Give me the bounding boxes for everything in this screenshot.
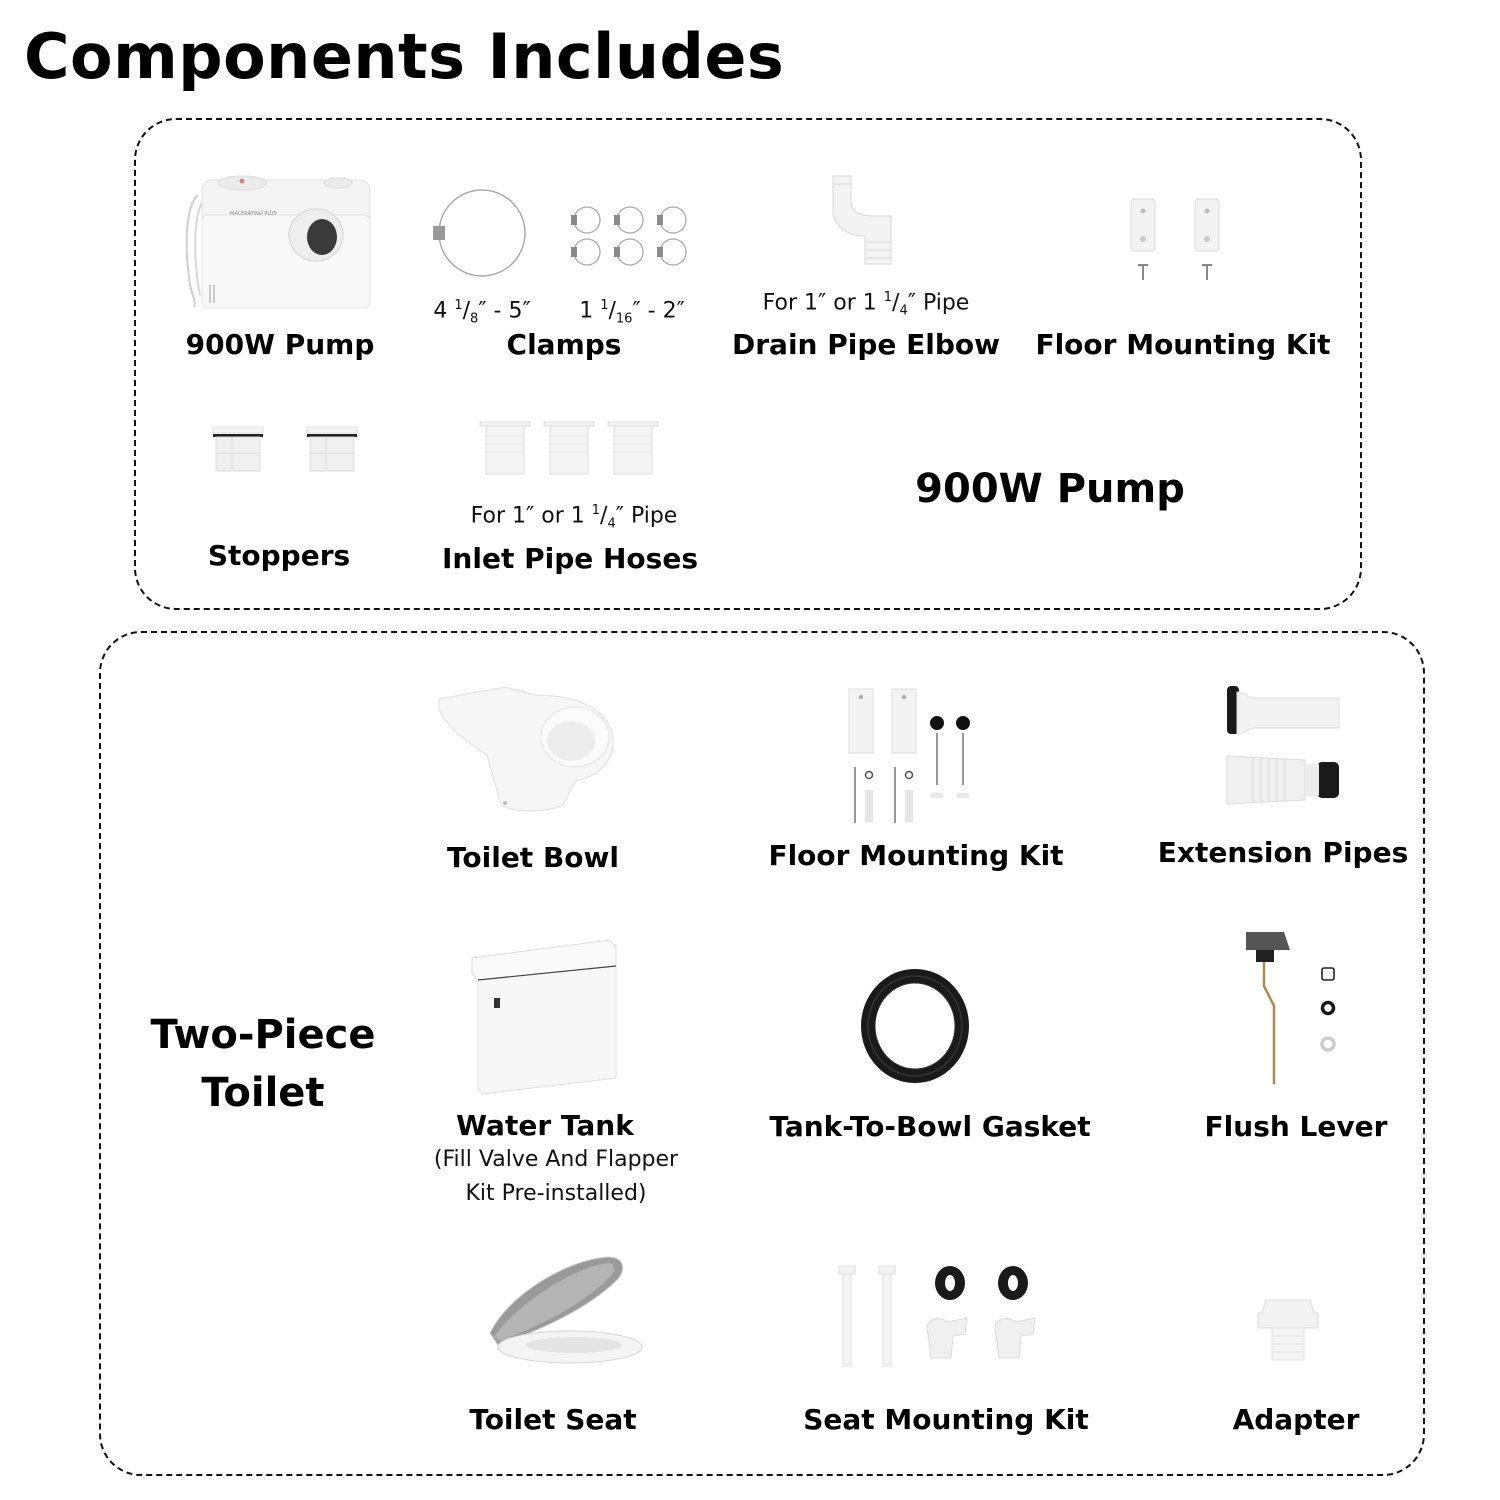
water-tank-icon [470,938,620,1098]
page-title: Components Includes [24,20,785,93]
adapter-icon [1254,1298,1322,1363]
extension-pipe-icon [1225,684,1345,809]
item-label-toilet-seat: Toilet Seat [469,1403,637,1436]
item-label-inlet-hoses: Inlet Pipe Hoses [442,542,698,575]
pump-unit-icon [180,175,375,315]
gasket-ring-icon [863,972,969,1082]
item-label-floor-mounting-kit-toilet: Floor Mounting Kit [768,839,1064,872]
item-label-toilet-bowl: Toilet Bowl [447,841,619,874]
water-tank-note-line1: (Fill Valve And Flapper [433,1147,679,1172]
item-label-gasket: Tank-To-Bowl Gasket [769,1110,1091,1143]
clamp-large-size: 4 $^1/_8'' - 5''$ [433,298,531,327]
hose-clamps-icon [425,188,700,283]
svg-text:MACERATING PLUS: MACERATING PLUS [230,211,277,217]
item-label-seat-mounting-kit: Seat Mounting Kit [803,1403,1089,1436]
item-label-pump: 900W Pump [185,328,375,361]
flush-lever-icon [1240,928,1345,1088]
inlet-hose-icon [478,420,663,476]
water-tank-note-line2: Kit Pre-installed) [465,1181,647,1206]
floor-mounting-kit-icon [845,685,985,830]
toilet-bowl-icon [435,685,620,815]
clamp-small-size: 1 $^1/_{16}'' - 2''$ [579,298,685,327]
item-label-extension-pipes: Extension Pipes [1157,836,1409,869]
item-label-adapter: Adapter [1232,1403,1360,1436]
section-label-line1: Two-Piece [150,1012,376,1058]
item-label-flush-lever: Flush Lever [1204,1110,1388,1143]
toilet-seat-icon [478,1255,648,1370]
item-label-stoppers: Stoppers [207,539,351,572]
section-label-pump: 900W Pump [915,466,1185,512]
section-label-line2: Toilet [201,1070,325,1116]
stopper-icon [210,425,360,475]
inlet-hose-note: For 1″ or 1 $^1/_4''$ Pipe [470,503,678,532]
item-label-floor-mounting-kit-pump: Floor Mounting Kit [1035,328,1331,361]
item-label-water-tank: Water Tank [456,1109,634,1142]
mounting-bracket-icon [1125,195,1225,290]
elbow-pipe-note: For 1″ or 1 $^1/_4''$ Pipe [762,290,970,319]
seat-mounting-kit-icon [835,1262,1055,1372]
section-label-toilet [151,1006,376,1122]
item-label-clamps: Clamps [506,328,622,361]
elbow-pipe-icon [825,172,905,267]
item-label-drain-elbow: Drain Pipe Elbow [732,328,1000,361]
